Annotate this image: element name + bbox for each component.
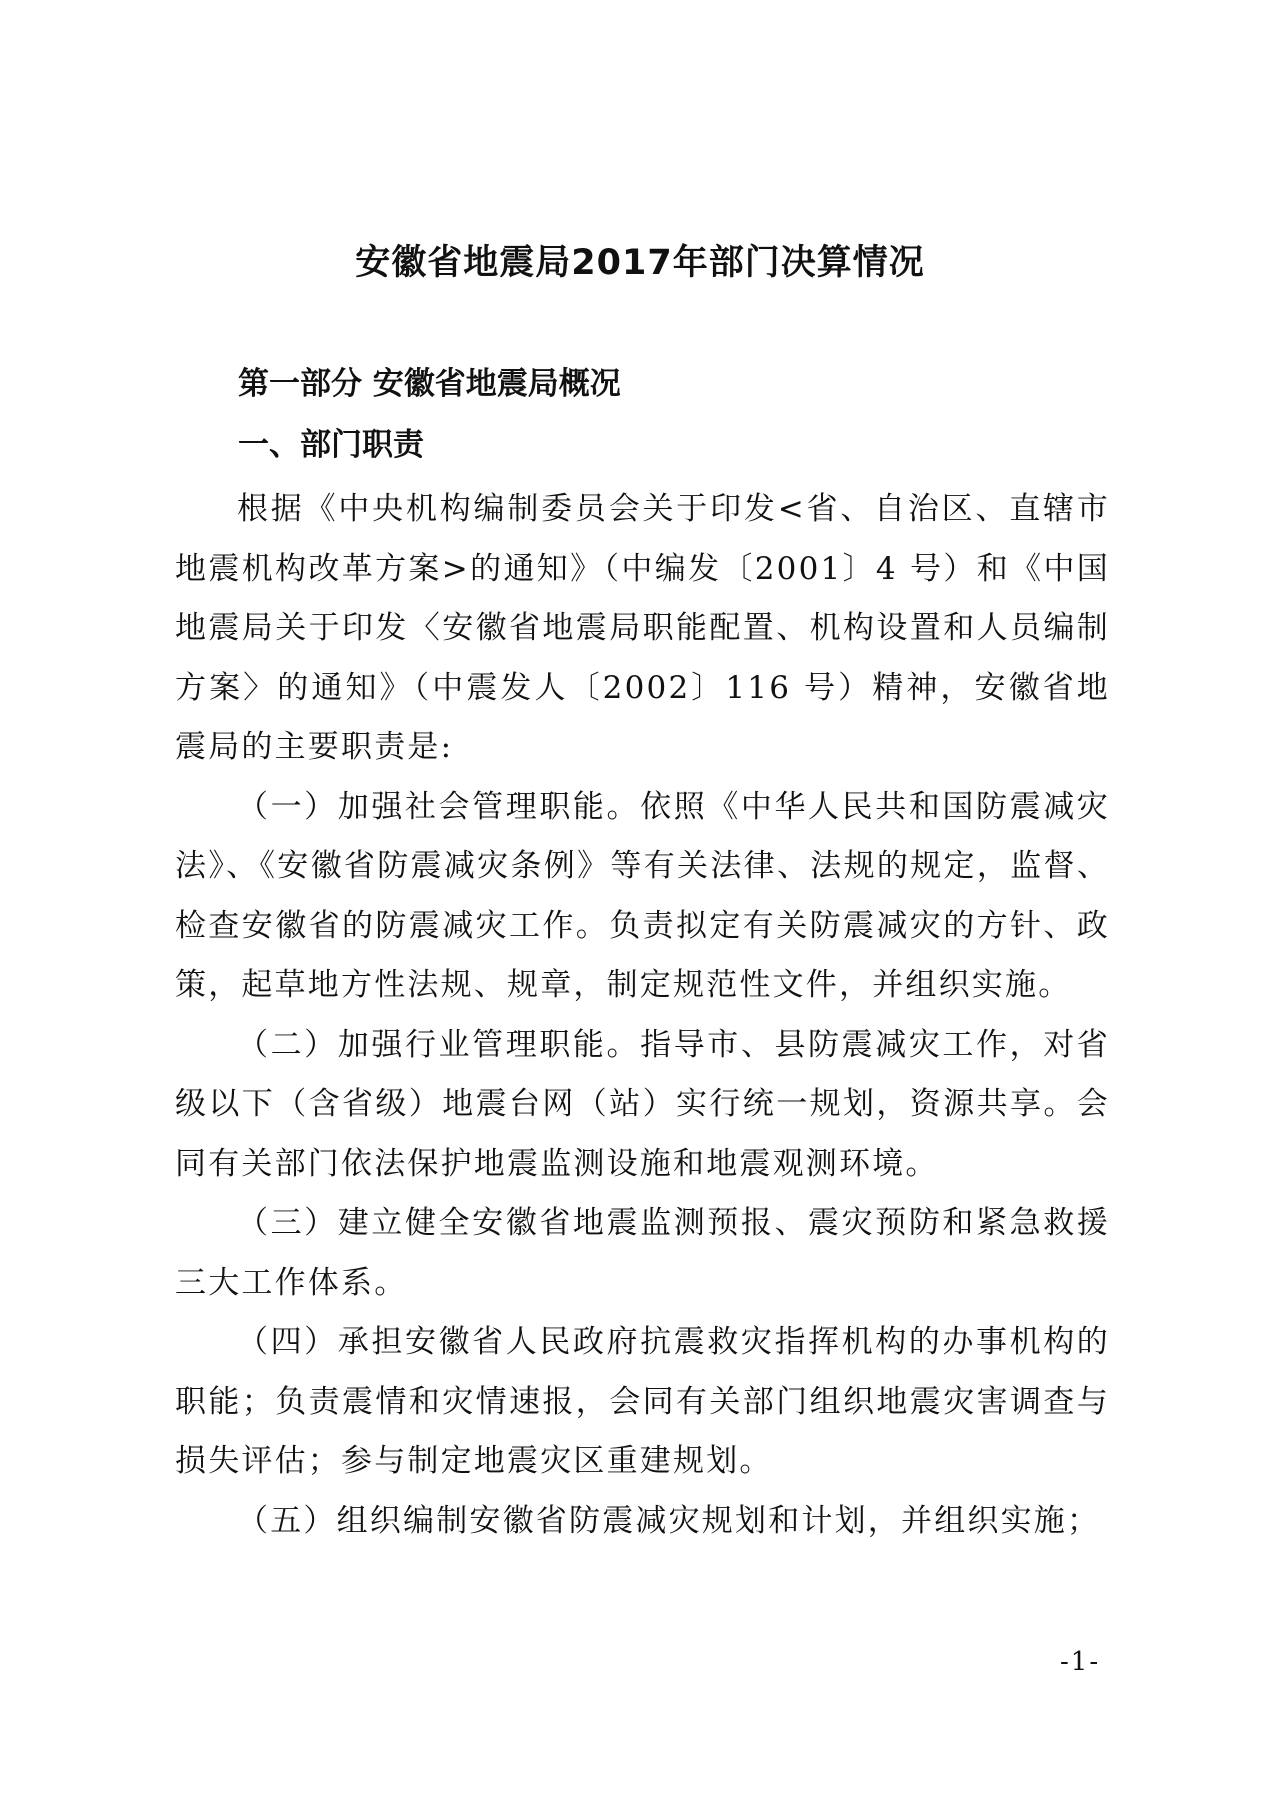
document-title: 安徽省地震局2017年部门决算情况 — [355, 243, 925, 283]
section-heading: 一、部门职责 — [238, 427, 424, 463]
paragraph-intro: 根据《中央机构编制委员会关于印发<省、自治区、直辖市地震机构改革方案>的通知》（中编发〔2001〕4 号）和《中国地震局关于印发〈安徽省地震局职能配置、机构设置和人员编制方案〉的通知》（中震发人〔2002〕116 号）精神，安徽省地震局的主要职责是: — [175, 491, 1110, 765]
paragraph-duty-3: （三）建立健全安徽省地震监测预报、震灾预防和紧急救援三大工作体系。 — [175, 1205, 1110, 1301]
part-heading: 第一部分 安徽省地震局概况 — [238, 366, 621, 402]
paragraph-duty-5: （五）组织编制安徽省防震减灾规划和计划，并组织实施； — [237, 1502, 1101, 1539]
page-number: -1- — [1060, 1647, 1101, 1677]
paragraph-duty-2: （二）加强行业管理职能。指导市、县防震减灾工作，对省级以下（含省级）地震台网（站）实行统一规划，资源共享。会同有关部门依法保护地震监测设施和地震观测环境。 — [175, 1026, 1110, 1182]
paragraph-duty-4: （四）承担安徽省人民政府抗震救灾指挥机构的办事机构的职能；负责震情和灾情速报，会同有关部门组织地震灾害调查与损失评估；参与制定地震灾区重建规划。 — [175, 1324, 1110, 1479]
body-text — [175, 480, 1110, 1551]
paragraph-duty-1: （一）加强社会管理职能。依照《中华人民共和国防震减灾法》、《安徽省防震减灾条例》等有关法律、法规的规定，监督、检查安徽省的防震减灾工作。负责拟定有关防震减灾的方针、政策，起草地方性法规、规章，制定规范性文件，并组织实施。 — [175, 788, 1110, 1003]
